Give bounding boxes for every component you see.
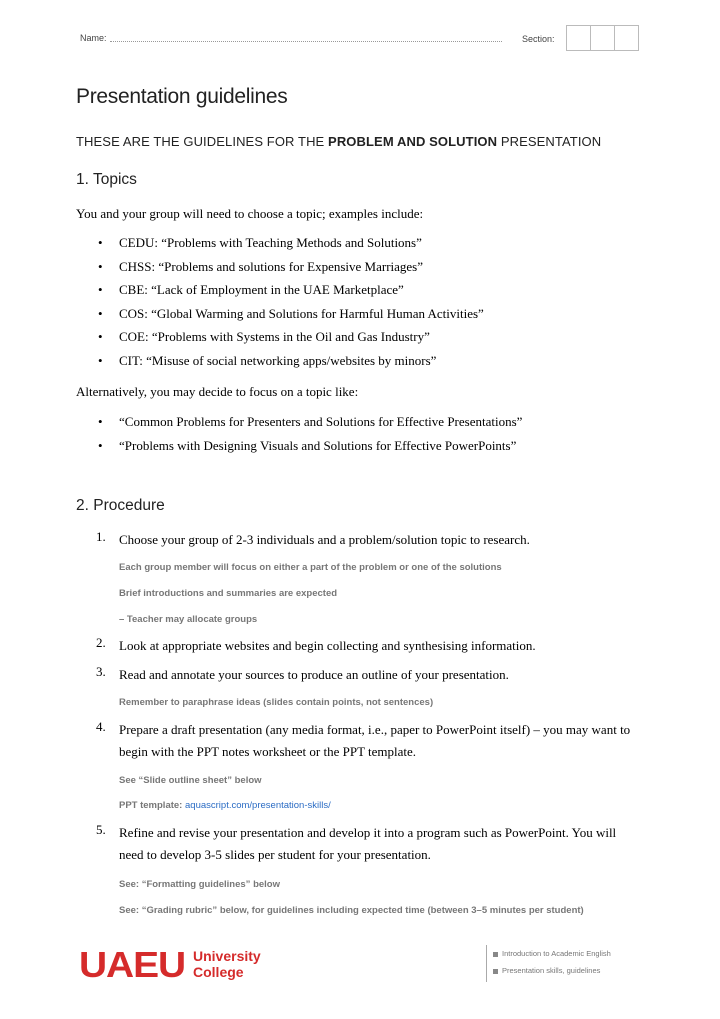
list-item: • COE: “Problems with Systems in the Oil and Gas Industry” [76,329,484,353]
step-note: See: “Formatting guidelines” below [119,879,280,890]
step-text: Look at appropriate websites and begin collecting and synthesising information. [119,638,536,653]
uaeu-logo-graphic [79,946,269,982]
square-bullet-icon [493,952,498,957]
step-note: See: “Grading rubric” below, for guidelines including expected time (between 3–5 minutes per student) [119,905,584,916]
subtitle-prefix: THESE ARE THE GUIDELINES FOR THE [76,134,329,149]
section-boxes[interactable] [566,25,639,51]
procedure-step [96,719,642,763]
uaeu-logo [79,946,269,987]
logo-sub-text: University [193,948,261,964]
procedure-step [96,529,642,551]
step-text: Choose your group of 2-3 individuals and a problem/solution topic to research. [119,532,530,547]
name-field-line[interactable] [110,41,502,42]
step-note: – Teacher may allocate groups [119,614,258,625]
step-text: Read and annotate your sources to produce an outline of your presentation. [119,667,509,682]
list-item: • CBE: “Lack of Employment in the UAE Marketplace” [76,282,484,306]
template-label: PPT template: [119,800,185,811]
logo-main-text: UAEU [79,946,185,982]
name-label: Name: [80,33,107,43]
step-note: Remember to paraphrase ideas (slides contain points, not sentences) [119,697,434,708]
procedure-step [96,635,642,657]
logo-sub-text: College [193,964,244,980]
subtitle-bold: PROBLEM AND SOLUTION [328,134,498,149]
procedure-step [96,664,642,686]
section-label: Section: [522,34,555,44]
list-item: • CHSS: “Problems and solutions for Expensive Marriages” [76,259,484,283]
step-note [119,800,331,811]
step-number: 3. [96,664,106,679]
step-note: Brief introductions and summaries are expected [119,588,338,599]
step-number: 4. [96,719,106,734]
step-text: Refine and revise your presentation and develop it into a program such as PowerPoint. You will need to develop 3-5 slides per student for your presentation. [119,825,617,862]
topics-heading: 1. Topics [76,171,137,188]
step-note: See “Slide outline sheet” below [119,775,262,786]
subtitle [76,134,601,149]
procedure-heading: 2. Procedure [76,497,165,514]
step-note: Each group member will focus on either a part of the problem or one of the solutions [119,562,502,573]
subtitle-suffix: PRESENTATION [497,134,602,149]
topics-intro: You and your group will need to choose a topic; examples include: [76,206,424,221]
square-bullet-icon [493,969,498,974]
list-item: • COS: “Global Warming and Solutions for Harmful Human Activities” [76,306,484,330]
topics-alt-list [76,414,522,461]
step-number: 2. [96,635,106,650]
section-box[interactable] [567,26,591,50]
list-item: • “Common Problems for Presenters and Solutions for Effective Presentations” [76,414,522,438]
topics-alt-intro: Alternatively, you may decide to focus on a topic like: [76,384,359,399]
list-item: • CEDU: “Problems with Teaching Methods and Solutions” [76,235,484,259]
footer-divider [486,945,487,982]
footer-item: Presentation skills, guidelines [493,966,600,975]
section-box[interactable] [591,26,615,50]
page-title: Presentation guidelines [76,85,288,108]
footer-item: Introduction to Academic English [493,949,611,958]
template-link[interactable]: aquascript.com/presentation-skills/ [185,800,331,811]
step-text: Prepare a draft presentation (any media format, i.e., paper to PowerPoint itself) – you may want to begin with the PPT notes worksheet or the PPT template. [119,722,631,759]
list-item: • “Problems with Designing Visuals and Solutions for Effective PowerPoints” [76,438,522,462]
step-number: 1. [96,529,106,544]
list-item: • CIT: “Misuse of social networking apps/websites by minors” [76,353,484,377]
topics-list [76,235,484,376]
section-box[interactable] [615,26,638,50]
step-number: 5. [96,822,106,837]
procedure-step [96,822,642,866]
